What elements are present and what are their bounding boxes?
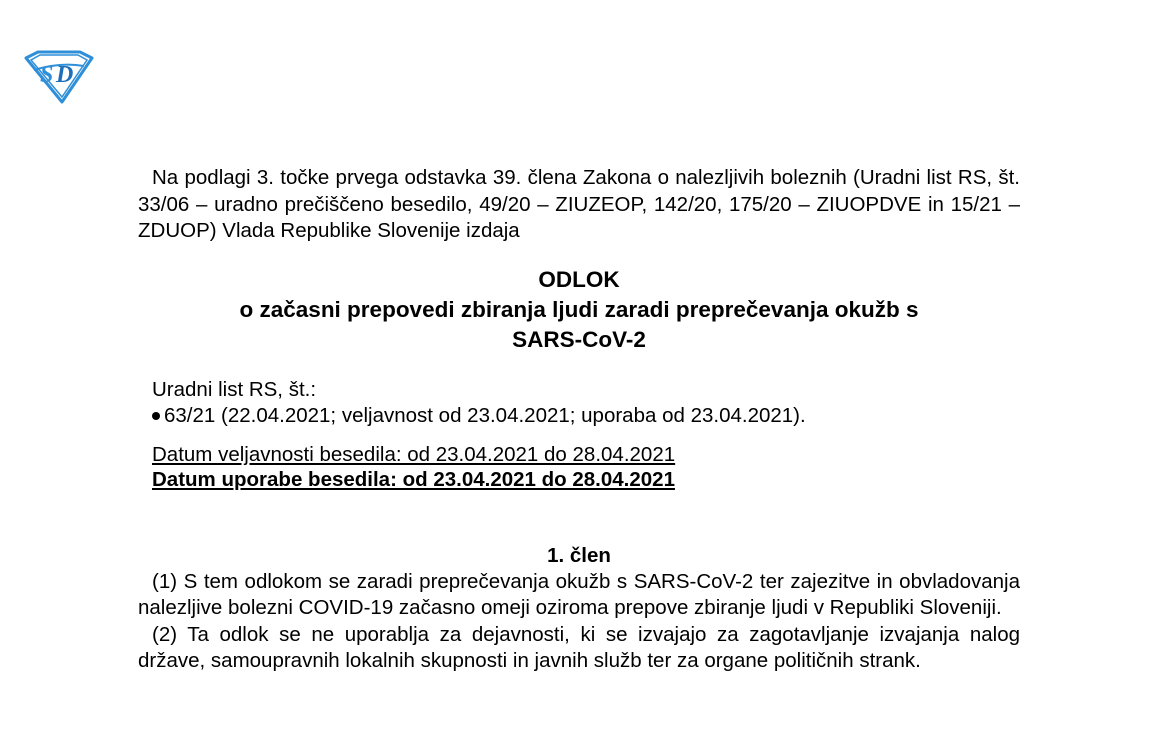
svg-text:D: D <box>56 62 74 88</box>
logo-icon <box>22 48 96 104</box>
title-line-1: ODLOK <box>538 266 620 292</box>
validity-date: Datum veljavnosti besedila: od 23.04.2021 do 28.04.2021 <box>152 442 676 466</box>
intro-paragraph: Na podlagi 3. točke prvega odstavka 39. člena Zakona o nalezljivih boleznih (Uradni list RS, št. 33/06 – uradno prečiščeno besedilo, 49/20 – ZIUZEOP, 142/20, 175/20 – ZIUOPDVE in 15/21 – ZDUOP) Vlada Republike Slovenije izdaja <box>138 166 1020 242</box>
gazette-item-text: 63/21 (22.04.2021; veljavnost od 23.04.2021; uporaba od 23.04.2021). <box>164 404 806 427</box>
sd-shield-logo <box>22 48 96 104</box>
text-dates <box>138 442 1020 492</box>
document-title <box>138 265 1020 355</box>
article-1-title: 1. člen <box>547 543 611 567</box>
gazette-label: Uradni list RS, št.: <box>152 377 317 401</box>
title-line-3: SARS-CoV-2 <box>512 326 646 352</box>
article-1-paragraph-1: (1) S tem odlokom se zaradi preprečevanja okužb s SARS-CoV-2 ter zajezitve in obvladovanja nalezljive bolezni COVID-19 začasno omeji oziroma prepove zbiranje ljudi v Republiki Sloveniji. <box>138 569 1020 619</box>
svg-text:S: S <box>40 62 54 88</box>
bullet-icon <box>152 412 160 420</box>
title-line-2: o začasni prepovedi zbiranja ljudi zaradi preprečevanja okužb s <box>239 296 919 322</box>
application-date: Datum uporabe besedila: od 23.04.2021 do 28.04.2021 <box>152 467 675 491</box>
gazette-item <box>152 403 1020 430</box>
article-1-paragraph-2: (2) Ta odlok se ne uporablja za dejavnosti, ki se izvajajo za zagotavljanje izvajanja nalog države, samoupravnih lokalnih skupnosti in javnih služb ter za organe političnih strank. <box>138 622 1020 672</box>
gazette-reference <box>138 377 1020 430</box>
document-body <box>138 165 1020 675</box>
